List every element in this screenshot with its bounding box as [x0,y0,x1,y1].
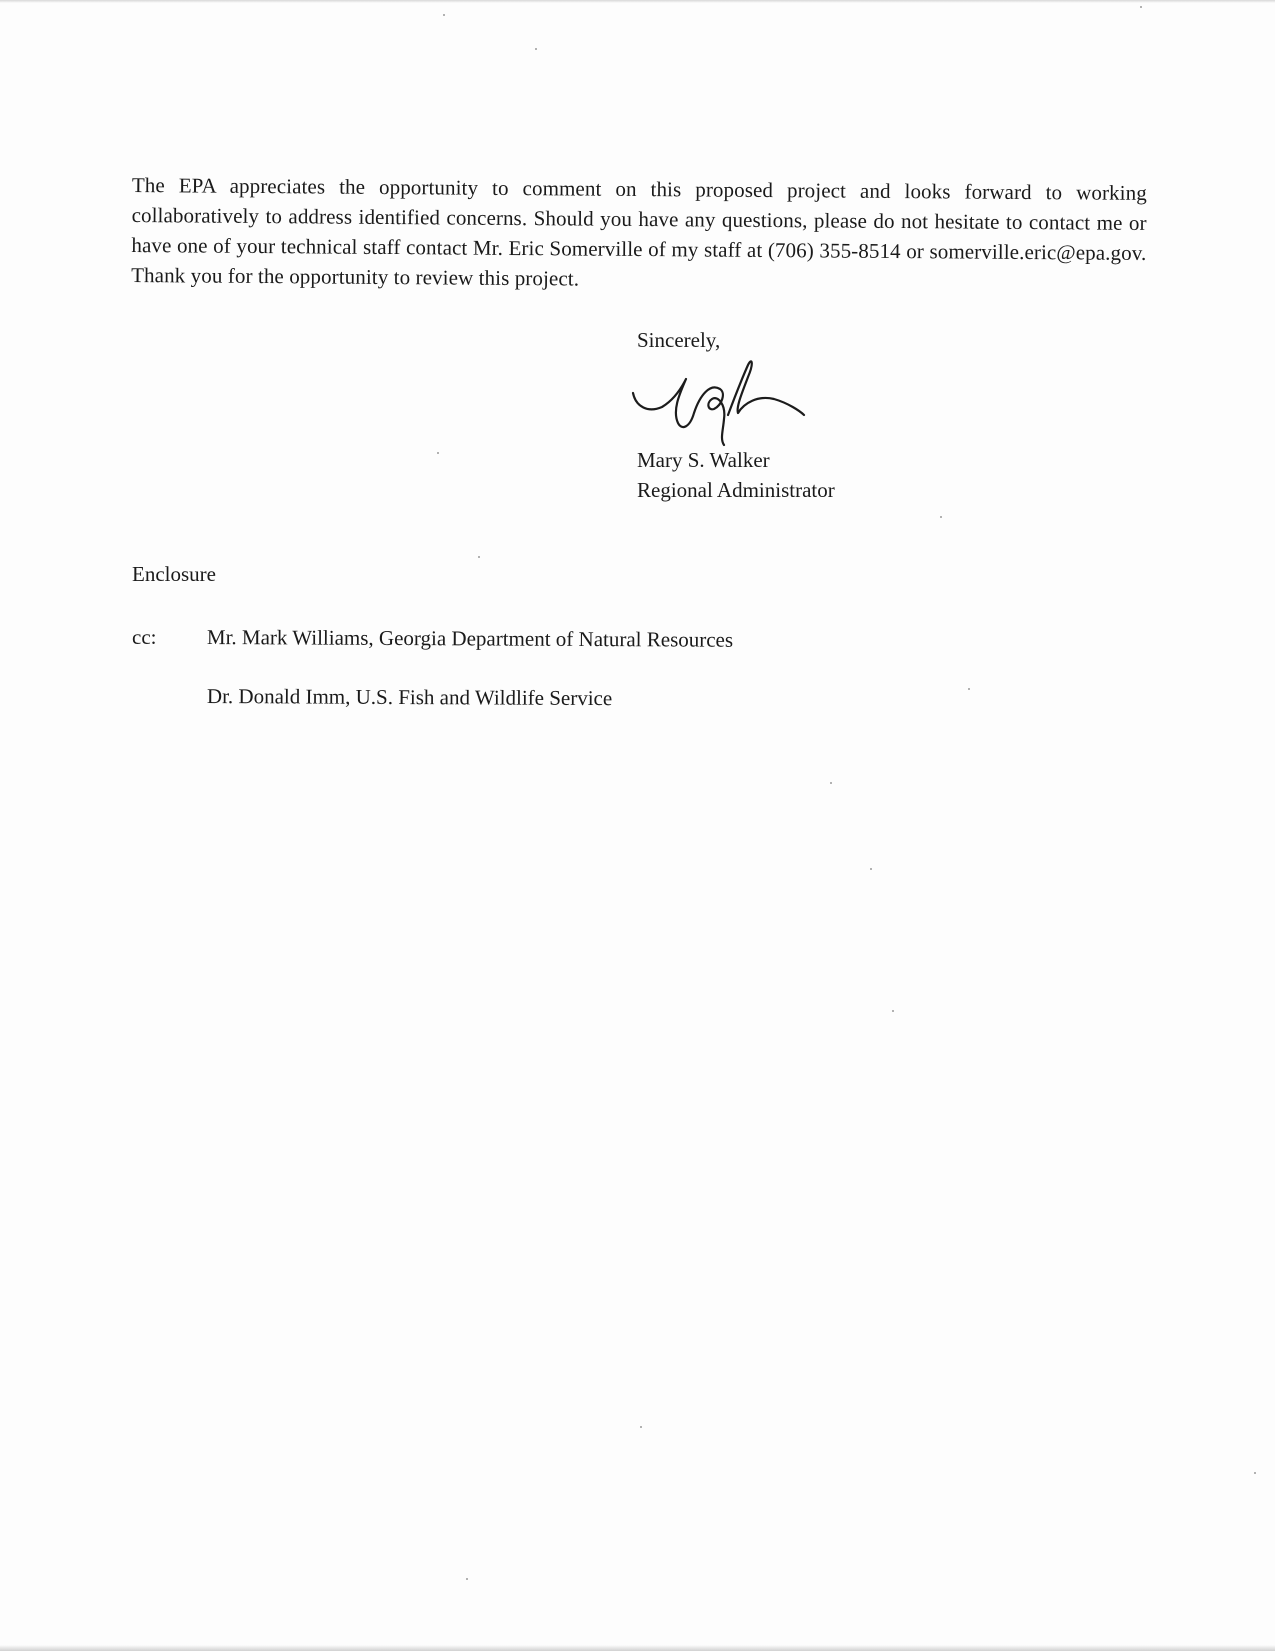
scan-speck [466,1578,468,1580]
scan-speck [535,48,537,50]
signer-name: Mary S. Walker [637,448,770,472]
scan-speck [478,556,480,558]
scan-speck [443,14,445,16]
scan-speck [892,1010,894,1012]
cc-recipient: Mr. Mark Williams, Georgia Department of Natural Resources [206,625,734,652]
scan-speck [940,516,942,518]
scan-speck [968,688,970,690]
scan-speck [1140,6,1142,8]
cc-recipient: Dr. Donald Imm, U.S. Fish and Wildlife Service [206,684,613,711]
scan-speck [870,868,872,870]
cc-label: cc: [132,625,157,649]
handwritten-signature [628,355,838,460]
enclosure-note: Enclosure [132,562,216,586]
signer-title: Regional Administrator [637,478,835,502]
closing-salutation: Sincerely, [637,328,721,352]
scan-speck [640,1426,642,1428]
scan-top-edge [0,0,1275,3]
scan-speck [830,782,832,784]
scan-speck [1254,1472,1256,1474]
scan-bottom-edge [0,1645,1275,1651]
body-paragraph: The EPA appreciates the opportunity to comment on this proposed project and looks forward to working collaboratively to address identified concerns. Should you have any questions, please do not hesitate to contact me or have one of your technical staff contact Mr. Eric Somerville of my staff at (706) 355-8514 or somerville.eric@epa.gov. Thank you for the opportunity to review this project. [131,172,1147,291]
scan-speck [437,452,439,454]
